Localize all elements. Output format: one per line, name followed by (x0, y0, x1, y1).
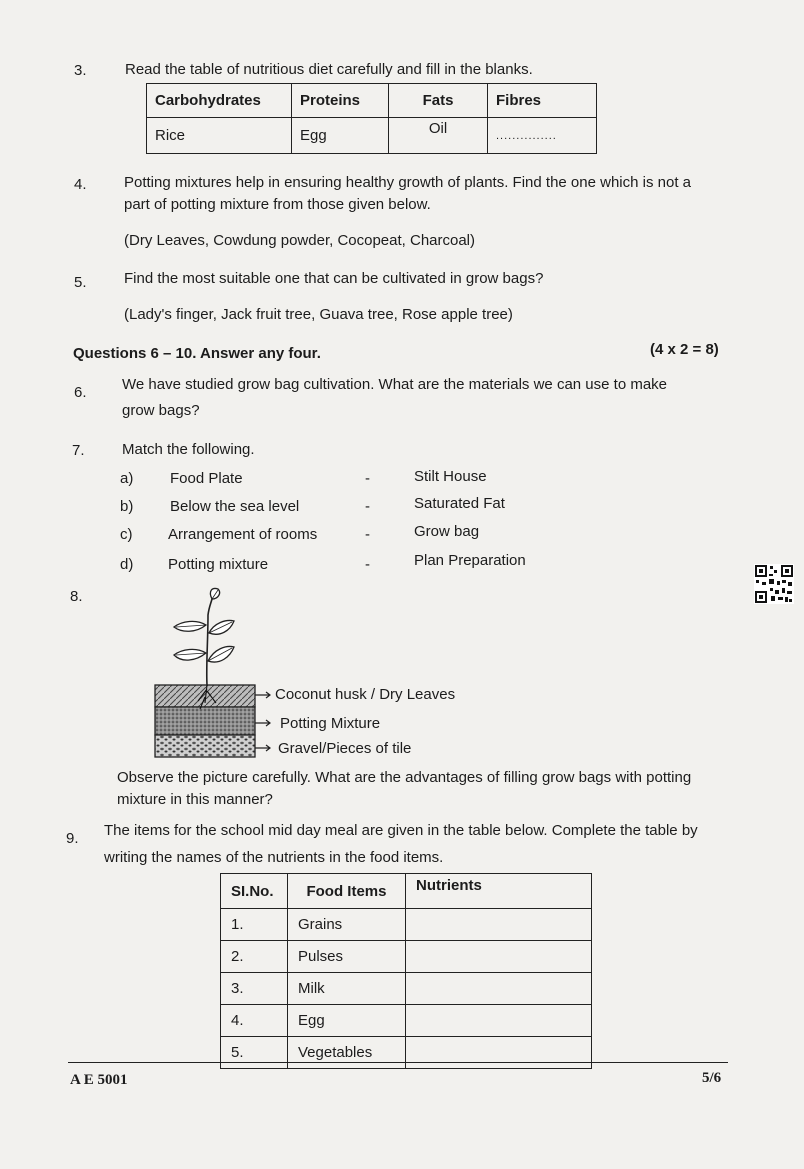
table-cell: Pulses (288, 941, 406, 973)
q7-text: Match the following. (122, 441, 255, 458)
match-left: Food Plate (170, 470, 243, 487)
nutrient-blank-cell (406, 1037, 592, 1069)
qr-code-icon (754, 564, 794, 604)
match-left: Potting mixture (168, 556, 269, 573)
table-cell: 4. (221, 1005, 288, 1037)
nutrient-blank-cell (406, 1005, 592, 1037)
table-cell: Vegetables (288, 1037, 406, 1069)
q4-number: 4. (74, 176, 87, 193)
q8-text-line1: Observe the picture carefully. What are the advantages of filling grow bags with potting (117, 769, 692, 786)
section-title: Questions 6 – 10. Answer any four. (73, 345, 321, 362)
nutrient-blank-cell (406, 909, 592, 941)
q9-text-line2: writing the names of the nutrients in the food items. (104, 849, 444, 866)
q7-number: 7. (72, 442, 85, 459)
q4-options: (Dry Leaves, Cowdung powder, Cocopeat, Charcoal) (124, 232, 476, 249)
q8-text-line2: mixture in this manner? (117, 791, 273, 808)
table-header: Proteins (292, 84, 389, 118)
q3-diet-table (146, 83, 597, 154)
table-cell: 2. (221, 941, 288, 973)
table-cell: 1. (221, 909, 288, 941)
table-row (221, 909, 592, 941)
q3-text: Read the table of nutritious diet carefully and fill in the blanks. (125, 61, 533, 78)
table-header: Fibres (488, 84, 597, 118)
q9-meal-table (220, 873, 592, 1069)
match-dash: - (365, 470, 370, 487)
match-right: Saturated Fat (414, 495, 505, 512)
q3-number: 3. (74, 62, 87, 79)
q5-options: (Lady's finger, Jack fruit tree, Guava tree, Rose apple tree) (124, 306, 513, 323)
q6-text-line2: grow bags? (122, 402, 200, 419)
table-cell: 3. (221, 973, 288, 1005)
blank-to-fill: ............... (488, 118, 597, 154)
table-header: Carbohydrates (147, 84, 292, 118)
table-cell: Rice (147, 118, 292, 154)
table-cell: Milk (288, 973, 406, 1005)
table-cell: Egg (288, 1005, 406, 1037)
match-dash: - (365, 526, 370, 543)
table-row (221, 973, 592, 1005)
match-right: Grow bag (414, 523, 480, 540)
q4-text-line1: Potting mixtures help in ensuring healthy growth of plants. Find the one which is not a (124, 174, 691, 191)
page-number: 5/6 (702, 1070, 722, 1086)
q6-text-line1: We have studied grow bag cultivation. What are the materials we can use to make (122, 376, 668, 393)
table-header: Fats (389, 84, 488, 118)
table-cell: Egg (292, 118, 389, 154)
nutrient-blank-cell (406, 973, 592, 1005)
match-left: Arrangement of rooms (168, 526, 318, 543)
match-left: Below the sea level (170, 498, 300, 515)
nutrient-blank-cell (406, 941, 592, 973)
q8-number: 8. (70, 588, 83, 605)
table-row (221, 1037, 592, 1069)
footer-divider (68, 1062, 728, 1063)
table-row (221, 1005, 592, 1037)
match-letter: c) (120, 526, 133, 543)
q5-text: Find the most suitable one that can be cultivated in grow bags? (124, 270, 544, 287)
diagram-label-bottom-layer: Gravel/Pieces of tile (278, 740, 412, 757)
match-right: Stilt House (414, 468, 487, 485)
match-letter: d) (120, 556, 134, 573)
match-letter: b) (120, 498, 134, 515)
match-dash: - (365, 498, 370, 515)
table-cell: Oil (389, 118, 488, 154)
table-header: Nutrients (406, 874, 592, 909)
section-marks: (4 x 2 = 8) (650, 341, 719, 358)
table-row (221, 874, 592, 909)
table-cell: 5. (221, 1037, 288, 1069)
diagram-label-middle-layer: Potting Mixture (280, 715, 381, 732)
table-row (147, 84, 597, 118)
table-row (147, 118, 597, 154)
match-letter: a) (120, 470, 134, 487)
q9-number: 9. (66, 830, 79, 847)
q9-text-line1: The items for the school mid day meal are given in the table below. Complete the table by (104, 822, 698, 839)
diagram-label-top-layer: Coconut husk / Dry Leaves (275, 686, 456, 703)
match-right: Plan Preparation (414, 552, 526, 569)
q4-text-line2: part of potting mixture from those given below. (124, 196, 431, 213)
q5-number: 5. (74, 274, 87, 291)
grow-bag-layers-diagram (152, 585, 272, 765)
match-dash: - (365, 556, 370, 573)
table-cell: Grains (288, 909, 406, 941)
table-header: SI.No. (221, 874, 288, 909)
table-row (221, 941, 592, 973)
paper-code: A E 5001 (70, 1072, 128, 1088)
table-header: Food Items (288, 874, 406, 909)
q6-number: 6. (74, 384, 87, 401)
